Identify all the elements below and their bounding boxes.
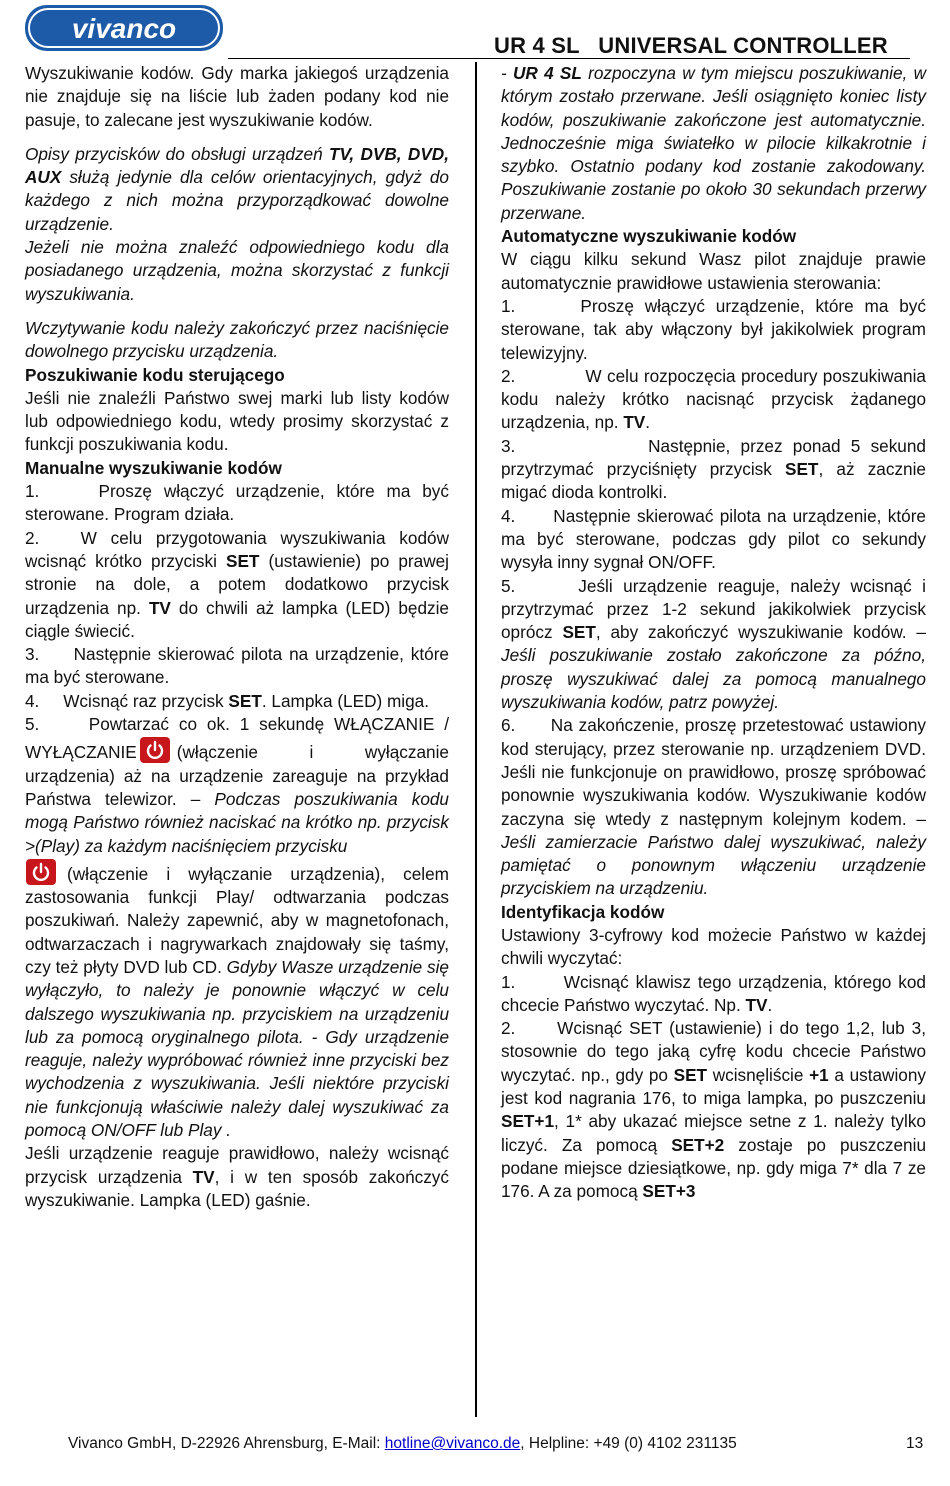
heading-auto-search: Automatyczne wyszukiwanie kodów <box>501 226 797 247</box>
heading-code-search: Poszukiwanie kodu sterującego <box>25 364 285 385</box>
column-divider <box>475 62 477 1417</box>
page-number: 13 <box>906 1435 924 1452</box>
intro-paragraph: Wyszukiwanie kodów. Gdy marka jakiegoś urządzenia nie znajduje się na liście lub żaden podany kod nie pasuje, to zalecane jest wyszukiwanie kodów. <box>25 63 449 130</box>
identification-step-2: 2. Wcisnąć SET (ustawienie) i do tego 1,2, lub 3, stosownie do tego jaką cyfrę kodu chcecie Państwo wyczytać. np., gdy po SET wcisnęliście +1 a ustawiony jest kod nagrania 176, to miga lampka, po puszczeniu SET+1, 1* aby ukazać miejsce setne z 1. należy tylko liczyć. Za pomocą SET+2 zostaje po puszczeniu podane miejsce dziesiątkowe, np. gdy miga 7* dla 7 ze 176. A za pomocą SET+3 <box>501 1018 926 1202</box>
auto-step-4: 4. Następnie skierować pilota na urządzenie, które ma być sterowane, podczas gdy pilot co sekundy wysyła inny sygnał ON/OFF. <box>501 505 926 573</box>
continue-paragraph: - UR 4 SL rozpoczyna w tym miejscu poszukiwanie, w którym zostało przerwane. Jeśli osiągnięto koniec listy kodów, poszukiwanie zakończone jest automatycznie. Jednocześnie miga światełko w pilocie kilkakrotnie i szybko. Ostatnio podany kod zostanie zakodowany. Poszukiwanie zostanie po około 30 sekundach przerwy przerwane. <box>501 63 926 223</box>
finish-hint-paragraph: Wczytywanie kodu należy zakończyć przez naciśnięcie dowolnego przycisku urządzenia. <box>25 317 449 362</box>
manual-step-1: 1. Proszę włączyć urządzenie, które ma być sterowane. Program działa. <box>25 481 449 525</box>
heading-code-identification: Identyfikacja kodów <box>501 901 665 922</box>
identification-step-1: 1. Wcisnąć klawisz tego urządzenia, którego kod chcecie Państwo wyczytać. Np. TV. <box>501 971 926 1015</box>
manual-step-5: 5. Powtarzać co ok. 1 sekundę WŁĄCZANIE / WYŁĄCZANIE (włączenie i wyłączanie urządzenia) aż na urządzenie zareaguje na przykład Państwa telewizor. – Podczas poszukiwania kodu mogą Państwo również naciskać na krótko np. przycisk >(Play) za każdym naciśnięciem przycisku (włączenie i wyłączanie urządzenia), celem zastosowania funkcji Play/ odtwarzania podczas poszukiwań. Należy zapewnić, aby w magnetofonach, odtwarzaczach i nagrywarkach znajdowały się taśmy, czy też płyty DVD lub CD. Gdyby Wasze urządzenie się wyłączyło, to należy je ponownie włączyć w celu dalszego wyszukiwania np. przyciskiem na urządzeniu lub za pomocą oryginalnego pilota. - Gdy urządzenie reaguje, należy wypróbować również inne przyciski bez wychodzenia z wyszukiwania. Jeśli niektóre przyciski nie funkcjonują właściwie należy dalej wyszukiwać za pomocą ON/OFF lub Play . <box>25 714 449 1141</box>
manual-step-2: 2. W celu przygotowania wyszukiwania kodów wcisnąć krótko przyciski SET (ustawienie) po prawej stronie na dole, a potem dodatkowo przycisk urządzenia np. TV do chwili aż lampka (LED) będzie ciągle świecić. <box>25 527 449 641</box>
auto-step-5: 5. Jeśli urządzenie reaguje, należy wcisnąć i przytrzymać przez 1-2 sekund jakikolwiek przycisk oprócz SET, aby zakończyć wyszukiwanie kodów. – Jeśli poszukiwanie zostało zakończone za późno, proszę wyszukiwać dalej za pomocą manualnego wyszukiwania kodów, patrz powyżej. <box>501 575 926 713</box>
auto-step-6: 6. Na zakończenie, proszę przetestować ustawiony kod sterujący, przez sterowanie np. urządzeniem DVD. Jeśli nie funkcjonuje on prawidłowo, proszę spróbować ponownie wyszukiwania kodów. Wyszukiwanie kodów zaczyna się wtedy z następnym kolejnym kodem. – Jeśli zamierzacie Państwo dalej wyszukiwać, należy pamiętać o ponownym włączeniu urządzenie przyciskiem na urządzeniu. <box>501 715 926 899</box>
heading-manual-search: Manualne wyszukiwanie kodów <box>25 457 282 478</box>
identification-intro: Ustawiony 3-cyfrowy kod możecie Państwo w każdej chwili wyczytać: <box>501 924 926 969</box>
power-icon <box>25 858 57 886</box>
right-column <box>501 62 926 1204</box>
vivanco-logo <box>24 4 224 52</box>
code-search-paragraph: Jeśli nie znaleźli Państwo swej marki lub listy kodów lub odpowiedniego kodu, wtedy prosimy skorzystać z funkcji poszukiwania kodu. <box>25 387 449 455</box>
title-rule <box>228 58 910 59</box>
finish-paragraph: Jeśli urządzenie reaguje prawidłowo, należy wcisnąć przycisk urządzenia TV, i w ten sposób zakończyć wyszukiwanie. Lampka (LED) gaśnie. <box>25 1143 449 1210</box>
search-hint-paragraph: Jeżeli nie można znaleźć odpowiedniego kodu dla posiadanego urządzenia, można skorzystać z funkcji wyszukiwania. <box>25 237 449 304</box>
manual-step-3: 3. Następnie skierować pilota na urządzenie, które ma być sterowane. <box>25 644 449 688</box>
button-description-paragraph: Opisy przycisków do obsługi urządzeń TV, DVB, DVD, AUX służą jedynie dla celów orientacyjnych, gdyż do każdego z nich można przyporządkować dowolne urządzenie. <box>25 143 449 234</box>
auto-intro-paragraph: W ciągu kilku sekund Wasz pilot znajduje prawie automatycznie prawidłowe ustawienia sterowania: <box>501 249 926 293</box>
auto-step-2: 2. W celu rozpoczęcia procedury poszukiwania kodu należy krótko nacisnąć przycisk żądanego urządzenia, np. TV. <box>501 365 926 433</box>
auto-step-1: 1. Proszę włączyć urządzenie, które ma być sterowane, tak aby włączony był jakikolwiek program telewizyjny. <box>501 295 926 363</box>
manual-step-4: 4. Wcisnąć raz przycisk SET. Lampka (LED) miga. <box>25 690 430 711</box>
footer: Vivanco GmbH, D-22926 Ahrensburg, E-Mail: hotline@vivanco.de, Helpline: +49 (0) 4102 231135 <box>68 1435 737 1452</box>
auto-step-3: 3. Następnie, przez ponad 5 sekund przytrzymać przyciśnięty przycisk SET, aż zacznie migać dioda kontrolki. <box>501 435 926 503</box>
logo-text: vivanco <box>71 13 177 44</box>
email-link[interactable]: hotline@vivanco.de <box>384 1435 521 1452</box>
document-title: UR 4 SL UNIVERSAL CONTROLLER <box>494 33 888 58</box>
left-column <box>25 62 449 1212</box>
power-icon <box>139 736 171 764</box>
